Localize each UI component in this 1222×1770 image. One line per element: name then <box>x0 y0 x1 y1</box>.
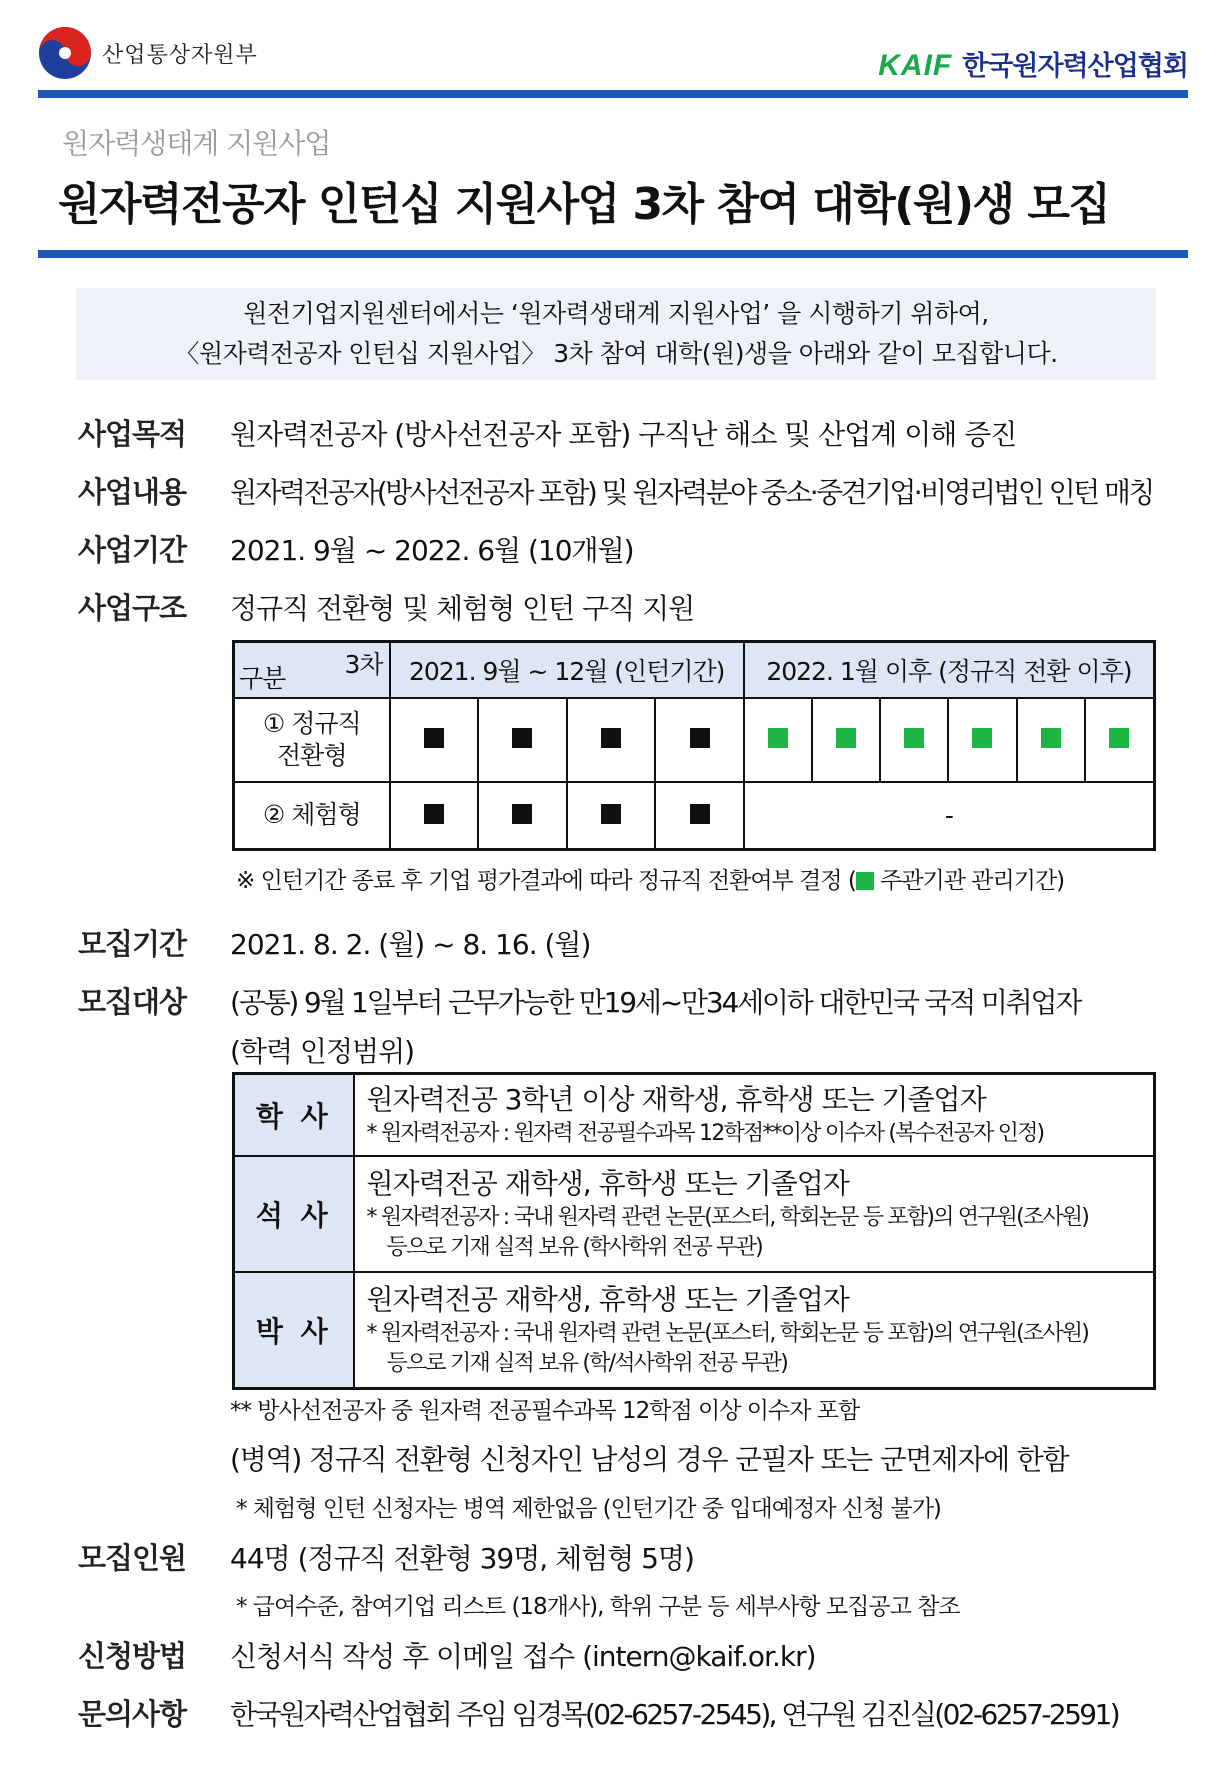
ministry-name: 산업통상자원부 <box>102 42 258 68</box>
education-table <box>232 1072 1156 1390</box>
green-square-icon <box>972 728 992 748</box>
row-label-experience: ② 체험형 <box>234 782 390 850</box>
table-corner-cell <box>234 642 390 698</box>
row-label-line: 전환형 <box>277 740 347 770</box>
education-heading: (학력 인정범위) <box>230 1035 415 1068</box>
green-square-icon <box>836 728 856 748</box>
headcount-note: * 급여수준, 참여기업 리스트 (18개사), 학위 구분 등 세부사항 모집공고 참조 <box>236 1594 960 1620</box>
table-row <box>234 1074 1155 1157</box>
military-row <box>230 1438 1068 1478</box>
note-text: ※ 인턴기간 종료 후 기업 평가결과에 따라 정규직 전환여부 결정 ( <box>236 868 856 894</box>
black-square-icon <box>424 804 444 824</box>
military-main: (병역) 정규직 전환형 신청자인 남성의 경우 군필자 또는 군면제자에 한함 <box>230 1443 1069 1476</box>
black-square-icon <box>690 804 710 824</box>
intern-cell <box>390 782 479 850</box>
green-square-icon <box>856 872 874 890</box>
item-label: 신청방법 <box>78 1639 187 1673</box>
kaif-name: 한국원자력산업협회 <box>962 51 1188 82</box>
corner-type-label: 구분 <box>239 663 286 693</box>
degree-cell: 박 사 <box>234 1272 354 1388</box>
row-label-regular <box>234 698 390 782</box>
degree-sub-cont: 등으로 기재 실적 보유 (학사학위 전공 무관) <box>386 1235 762 1260</box>
degree-desc <box>354 1074 1155 1157</box>
degree-cell: 석 사 <box>234 1156 354 1272</box>
black-square-icon <box>601 804 621 824</box>
table-row <box>234 1272 1155 1388</box>
intro-box <box>76 288 1156 380</box>
education-heading-row <box>230 1030 414 1070</box>
intern-cell <box>478 698 567 782</box>
item-recruit-period <box>78 922 590 963</box>
item-label: 사업구조 <box>78 591 187 625</box>
kaif-logo <box>878 44 1188 83</box>
table-row <box>234 1156 1155 1272</box>
item-value: 한국원자력산업협회 주임 임경목(02-6257-2545), 연구원 김진실(02-6257-2591) <box>230 1698 1119 1731</box>
degree-sub: * 원자력전공자 : 국내 원자력 관련 논문(포스터, 학회논문 등 포함)의 연구원(조사원) <box>366 1320 1089 1346</box>
item-label: 사업목적 <box>78 417 187 451</box>
degree-main: 원자력전공 3학년 이상 재학생, 휴학생 또는 기졸업자 <box>366 1083 986 1116</box>
corner-round-label: 3차 <box>344 650 383 679</box>
degree-cell: 학 사 <box>234 1074 354 1157</box>
page-title: 원자력전공자 인턴십 지원사업 3차 참여 대학(원)생 모집 <box>58 179 1110 230</box>
managed-cell <box>880 698 948 782</box>
taegeuk-icon <box>38 26 92 80</box>
intro-line-2: 〈원자력전공자 인턴십 지원사업〉 3차 참여 대학(원)생을 아래와 같이 모집합니다. <box>174 339 1058 368</box>
black-square-icon <box>601 728 621 748</box>
item-value: 정규직 전환형 및 체험형 인턴 구직 지원 <box>230 592 695 625</box>
item-apply <box>78 1634 816 1675</box>
black-square-icon <box>424 728 444 748</box>
item-value: 2021. 8. 2. (월) ~ 8. 16. (월) <box>230 928 591 961</box>
item-period <box>78 528 634 569</box>
military-note: * 체험형 인턴 신청자는 병역 제한없음 (인턴기간 중 입대예정자 신청 불가) <box>236 1496 941 1522</box>
education-footnote: ** 방사선전공자 중 원자력 전공필수과목 12학점 이상 이수자 포함 <box>230 1398 860 1424</box>
managed-cell <box>1017 698 1085 782</box>
item-label: 문의사항 <box>78 1697 187 1731</box>
title-divider <box>38 250 1188 258</box>
green-square-icon <box>768 728 788 748</box>
item-value: 원자력전공자 (방사선전공자 포함) 구직난 해소 및 산업계 이해 증진 <box>230 418 1017 451</box>
ministry-logo <box>38 26 258 80</box>
top-divider <box>38 90 1188 98</box>
managed-cell <box>948 698 1016 782</box>
intern-cell <box>478 782 567 850</box>
intern-cell <box>655 782 744 850</box>
intern-cell <box>567 698 656 782</box>
black-square-icon <box>512 804 532 824</box>
item-content <box>78 470 1153 511</box>
green-square-icon <box>1041 728 1061 748</box>
item-purpose <box>78 412 1016 453</box>
item-value: 2021. 9월 ~ 2022. 6월 (10개월) <box>230 534 634 567</box>
black-square-icon <box>690 728 710 748</box>
item-structure <box>78 586 694 627</box>
item-value: 원자력전공자(방사선전공자 포함) 및 원자력분야 중소·중견기업·비영리법인 인턴 매칭 <box>230 476 1153 509</box>
green-square-icon <box>904 728 924 748</box>
item-target <box>78 980 1080 1021</box>
item-label: 사업내용 <box>78 475 187 509</box>
green-square-icon <box>1109 728 1129 748</box>
item-label: 사업기간 <box>78 533 187 567</box>
managed-cell <box>744 698 812 782</box>
managed-cell <box>1085 698 1155 782</box>
page-subtitle: 원자력생태계 지원사업 <box>62 127 331 160</box>
item-headcount <box>78 1536 694 1577</box>
table-header-row <box>234 642 1155 698</box>
degree-sub-cont: 등으로 기재 실적 보유 (학/석사학위 전공 무관) <box>386 1350 787 1376</box>
row-label-line: ① 정규직 <box>262 708 361 738</box>
degree-desc <box>354 1156 1155 1272</box>
table-row <box>234 698 1155 782</box>
degree-main: 원자력전공 재학생, 휴학생 또는 기졸업자 <box>366 1282 849 1316</box>
kaif-abbr: KAIF <box>878 49 953 82</box>
item-value: 44명 (정규직 전환형 39명, 체험형 5명) <box>230 1542 694 1575</box>
header-after-conversion: 2022. 1월 이후 (정규직 전환 이후) <box>744 642 1155 698</box>
item-value: 신청서식 작성 후 이메일 접수 (intern@kaif.or.kr) <box>230 1640 816 1673</box>
item-label: 모집인원 <box>78 1541 187 1575</box>
structure-note <box>236 862 1064 895</box>
degree-desc <box>354 1272 1155 1388</box>
item-value: (공통) 9월 1일부터 근무가능한 만19세~만34세이하 대한민국 국적 미취업자 <box>230 986 1081 1019</box>
item-label: 모집대상 <box>78 985 187 1019</box>
intern-cell <box>390 698 479 782</box>
table-row <box>234 782 1155 850</box>
item-contact <box>78 1692 1118 1733</box>
degree-sub: * 원자력전공자 : 국내 원자력 관련 논문(포스터, 학회논문 등 포함)의 연구원(조사원) <box>366 1205 1089 1230</box>
degree-main: 원자력전공 재학생, 휴학생 또는 기졸업자 <box>366 1167 849 1200</box>
no-conversion-cell: - <box>744 782 1155 850</box>
intern-cell <box>567 782 656 850</box>
item-label: 모집기간 <box>78 927 187 961</box>
structure-table <box>232 640 1156 851</box>
intro-line-1: 원전기업지원센터에서는 ‘원자력생태계 지원사업’ 을 시행하기 위하여, <box>243 299 989 328</box>
header-intern-period: 2021. 9월 ~ 12월 (인턴기간) <box>390 642 744 698</box>
degree-sub: * 원자력전공자 : 원자력 전공필수과목 12학점**이상 이수자 (복수전공자 인정) <box>366 1121 1044 1146</box>
managed-cell <box>812 698 880 782</box>
intern-cell <box>655 698 744 782</box>
black-square-icon <box>512 728 532 748</box>
note-text: 주관기관 관리기간) <box>873 868 1065 894</box>
